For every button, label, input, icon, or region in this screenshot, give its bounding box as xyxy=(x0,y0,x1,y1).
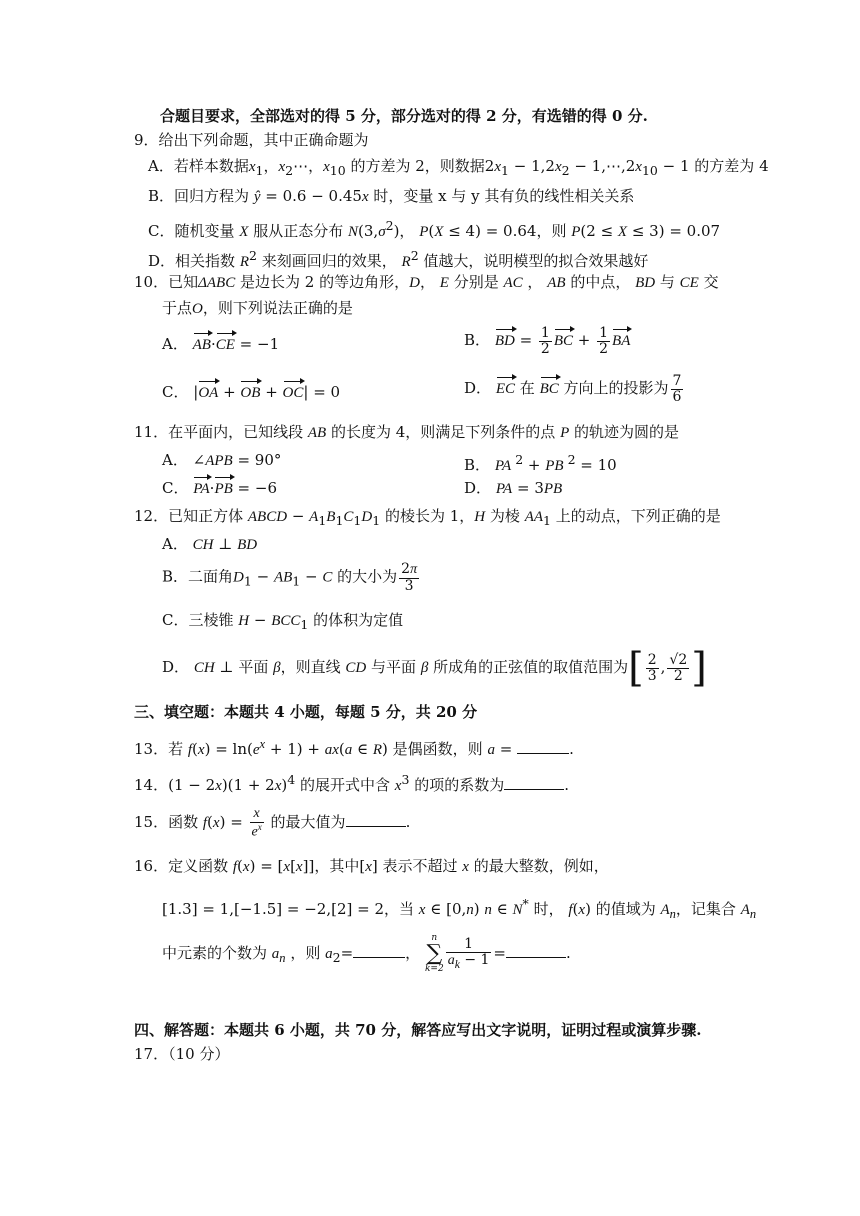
section-3-heading: 三、填空题：本题共 4 小题，每题 5 分，共 20 分 xyxy=(134,703,478,721)
q16-answer-blank-2[interactable] xyxy=(506,943,566,958)
q12-stem: 12．已知正方体 ABCD − $A_1B_1C_1D_1$ 的棱长为 1，H 为棱 $AA_1$ 上的动点，下列正确的是 xyxy=(134,507,721,528)
q14-answer-blank[interactable] xyxy=(504,775,564,790)
q12-option-a: A． CH ⊥ BD xyxy=(162,535,258,553)
q10-stem-line2: 于点O，则下列说法正确的是 xyxy=(162,299,353,317)
q11-option-a: A． ∠APB = 90° xyxy=(162,451,282,469)
q10-option-c: C． |OA + OB + OC| = 0 xyxy=(162,383,341,401)
q16-line2: [1.3] = 1,[−1.5] = −2,[2] = 2，当 x ∈ [0,n) n ∈ N* 时， f(x) 的值域为 $A_n$，记集合 $A_n$ xyxy=(162,896,757,921)
q9-option-b: B．回归方程为 ŷ = 0.6 − 0.45x 时，变量 x 与 y 其有负的线性相关关系 xyxy=(148,187,635,205)
q9-option-c: C．随机变量 X 服从正态分布 $N(3,\sigma^2)$， P(X ≤ 4) = 0.64，则 P(2 ≤ X ≤ 3) = 0.07 xyxy=(148,218,721,240)
q12-option-d: D． CH ⊥ 平面 β，则直线 CD 与平面 β 所成角的正弦值的取值范围为[ $\frac{2}{3}$ , $\frac{√2}{2}$ ] xyxy=(162,645,707,691)
q10-option-a: A． AB·CE = −1 xyxy=(162,335,280,353)
q11-option-b: B． PA $^2$ + PB $^2$ = 10 xyxy=(464,452,617,474)
q10-stem-line1: 10．已知ΔABC 是边长为 2 的等边角形，D， E 分别是 AC ， AB 的中点， BD 与 CE 交 xyxy=(134,273,719,291)
q10-option-d: D． EC 在 BC 方向上的投影为 $\frac{7}{6}$ xyxy=(464,373,682,405)
q9-stem: 9．给出下列命题，其中正确命题为 xyxy=(134,131,369,149)
q12-option-c: C．三棱锥 $H - BCC_1$ 的体积为定值 xyxy=(162,611,404,632)
q11-stem: 11．在平面内，已知线段 AB 的长度为 4，则满足下列条件的点 P 的轨迹为圆的是 xyxy=(134,423,680,441)
q9-option-d: D．相关指数 $R^2$ 来刻画回归的效果， $R^2$ 值越大，说明模型的拟合效果越好 xyxy=(148,248,649,270)
q13: 13．若 $f(x) = \ln(e^x + 1) + ax(a$ ∈ R) 是偶函数，则 a = . xyxy=(134,737,574,758)
q11-option-d: D． PA = 3PB xyxy=(464,479,563,497)
q16-answer-blank-1[interactable] xyxy=(353,943,405,958)
q15: 15．函数 f(x) = $\frac{x}{e^x}$ 的最大值为 . xyxy=(134,806,411,840)
q9-option-a: A．若样本数据$x_1$，$x_2\cdots$，$x_{10}$ 的方差为 2，则数据$2x_1 - 1,2x_2$ − $1,\cdots,2x_{10} - 1$ 的方差为 4 xyxy=(148,157,769,178)
choice-instructions: 合题目要求，全部选对的得 5 分，部分选对的得 2 分，有选错的得 0 分. xyxy=(160,107,648,125)
q17-heading: 17．（10 分） xyxy=(134,1045,230,1063)
q14: 14．$(1 - 2x)(1 + 2x)^4$ 的展开式中含 $x^3$ 的项的系数为 . xyxy=(134,772,569,794)
q12-option-b: B．二面角$D_1 - AB_1 - C$ 的大小为 $\frac{2\pi}{3}$ xyxy=(162,561,418,594)
q11-option-c: C． PA·PB = −6 xyxy=(162,479,277,497)
q10-option-b: B． BD = $\frac{1}{2}$ BC + $\frac{1}{2}$ BA xyxy=(464,325,631,357)
q13-answer-blank[interactable] xyxy=(517,739,569,754)
section-4-heading: 四、解答题：本题共 6 小题，共 70 分，解答应写出文字说明，证明过程或演算步骤. xyxy=(134,1021,702,1039)
q15-answer-blank[interactable] xyxy=(346,812,406,827)
q16-line3: 中元素的个数为 $a_n$ ，则 $a_2=$ ， n ∑ k=2 $\frac{1}{a_k - 1}$ = . xyxy=(162,933,571,974)
q16-line1: 16．定义函数 f(x) = [x[x]]，其中[x] 表示不超过 x 的最大整数，例如， xyxy=(134,857,609,875)
